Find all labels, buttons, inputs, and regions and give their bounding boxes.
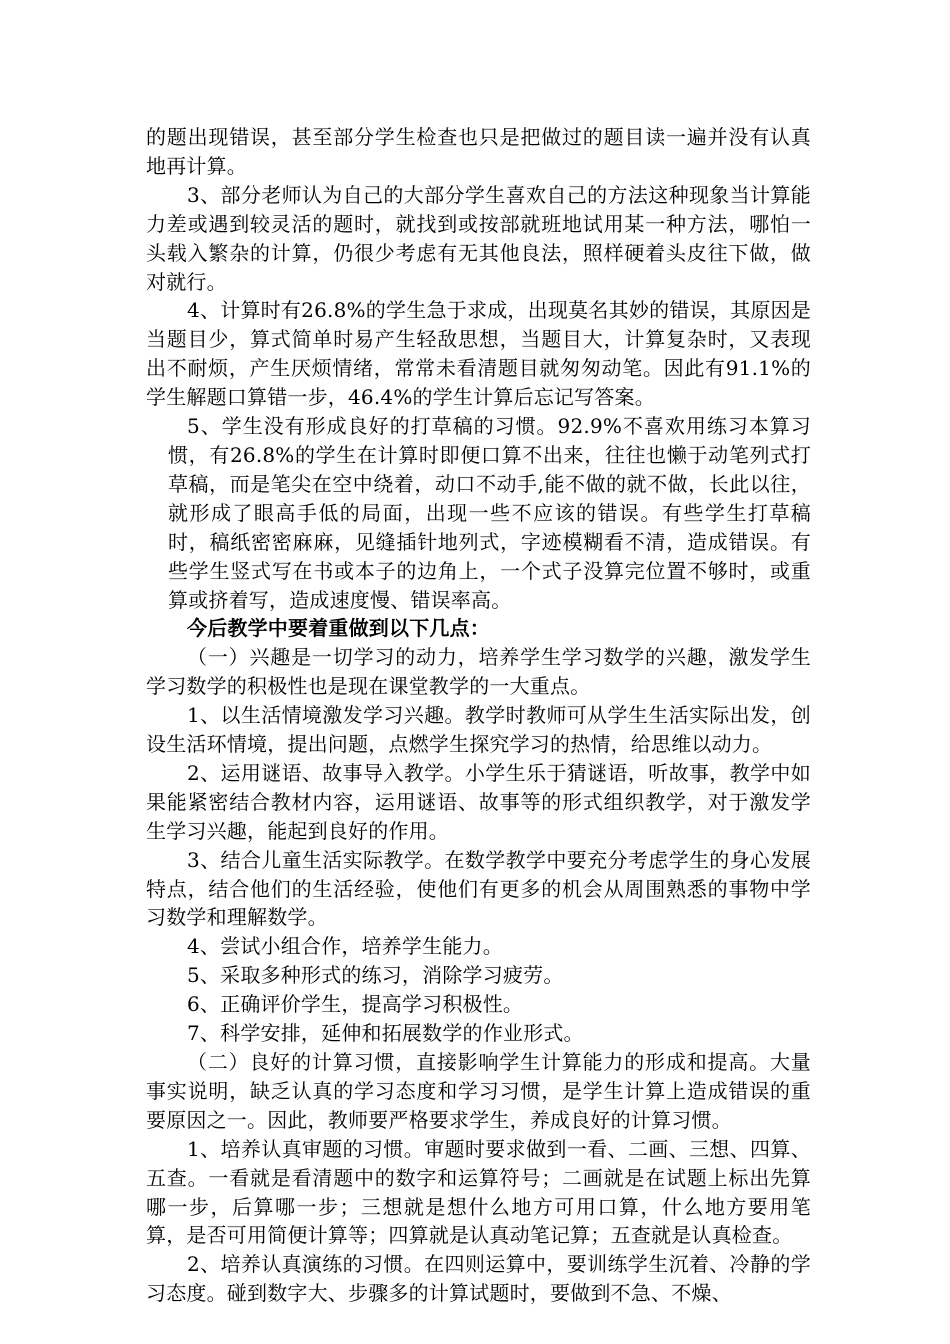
paragraph-interest-1: 1、以生活情境激发学习兴趣。教学时教师可从学生生活实际出发，创设生活环情境，提出问题，点燃学生探究学习的热情，给思维以动力。 <box>146 703 811 757</box>
paragraph-habits-1: 1、培养认真审题的习惯。审题时要求做到一看、二画、三想、四算、五查。一看就是看清题中的数字和运算符号；二画就是在试题上标出先算哪一步，后算哪一步；三想就是想什么地方可用口算，什么地方要用笔算，是否可用简便计算等；四算就是认真动笔记算；五查就是认真检查。 <box>146 1136 811 1248</box>
paragraph-habits-2: 2、培养认真演练的习惯。在四则运算中，要训练学生沉着、冷静的学习态度。碰到数字大、步骤多的计算试题时，要做到不急、不燥、 <box>146 1252 811 1306</box>
paragraph-continuation: 的题出现错误，甚至部分学生检查也只是把做过的题目读一遍并没有认真地再计算。 <box>146 125 811 178</box>
paragraph-item-5: 5、学生没有形成良好的打草稿的习惯。92.9%不喜欢用练习本算习惯，有26.8%的学生在计算时即便口算不出来，往往也懒于动笔列式打草稿，而是笔尖在空中绕着，动口不动手,能不做的就不做，长此以往，就形成了眼高手低的局面，出现一些不应该的错误。有些学生打草稿时，稿纸密密麻麻，见缝插针地列式，字迹模糊看不清，造成错误。有些学生竖式写在书或本子的边角上，一个式子没算完位置不够时，或重算或挤着写，造成速度慢、错误率高。 <box>168 414 811 612</box>
paragraph-interest: （一）兴趣是一切学习的动力，培养学生学习数学的兴趣，激发学生学习数学的积极性也是现在课堂教学的一大重点。 <box>146 645 811 699</box>
paragraph-interest-4: 4、尝试小组合作，培养学生能力。 <box>187 934 503 959</box>
document-body <box>146 123 811 1308</box>
paragraph-interest-7: 7、科学安排，延伸和拓展数学的作业形式。 <box>187 1021 584 1046</box>
paragraph-interest-3: 3、结合儿童生活实际教学。在数学教学中要充分考虑学生的身心发展特点，结合他们的生活经验，使他们有更多的机会从周围熟悉的事物中学习数学和理解数学。 <box>146 847 811 930</box>
paragraph-interest-5: 5、采取多种形式的练习，消除学习疲劳。 <box>187 963 564 988</box>
paragraph-item-4: 4、计算时有26.8%的学生急于求成，出现莫名其妙的错误，其原因是当题目少，算式简单时易产生轻敌思想，当题目大，计算复杂时，又表现出不耐烦，产生厌烦情绪，常常未看清题目就匆匆动笔。因此有91.1%的学生解题口算错一步，46.4%的学生计算后忘记写答案。 <box>146 298 811 410</box>
paragraph-interest-2: 2、运用谜语、故事导入教学。小学生乐于猜谜语，听故事，教学中如果能紧密结合教材内容，运用谜语、故事等的形式组织教学，对于激发学生学习兴趣，能起到良好的作用。 <box>146 760 811 843</box>
paragraph-interest-6: 6、正确评价学生，提高学习积极性。 <box>187 992 524 1017</box>
paragraph-habits: （二）良好的计算习惯，直接影响学生计算能力的形成和提高。大量事实说明，缺乏认真的学习态度和学习习惯，是学生计算上造成错误的重要原因之一。因此，教师要严格要求学生，养成良好的计算习惯。 <box>146 1050 811 1132</box>
section-heading: 今后教学中要着重做到以下几点： <box>187 616 490 641</box>
paragraph-item-3: 3、部分老师认为自己的大部分学生喜欢自己的方法这种现象当计算能力差或遇到较灵活的题时，就找到或按部就班地试用某一种方法，哪怕一头载入繁杂的计算，仍很少考虑有无其他良法，照样硬着头皮往下做，做对就行。 <box>146 182 811 294</box>
